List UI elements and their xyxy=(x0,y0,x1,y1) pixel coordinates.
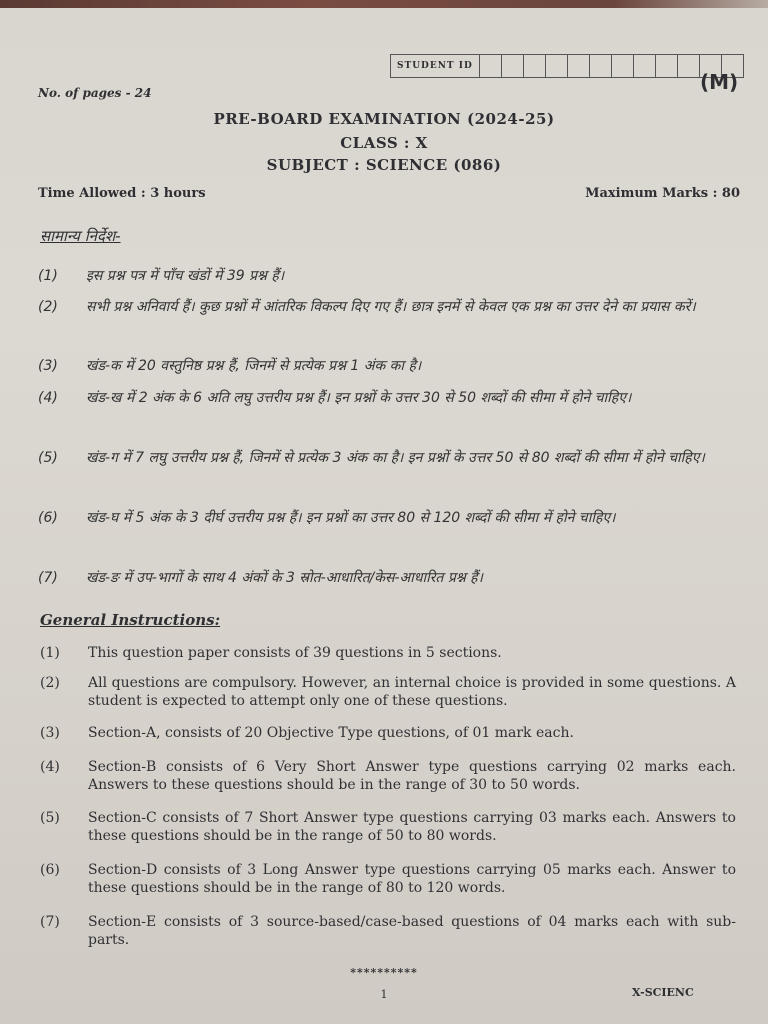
instruction-number: (1) xyxy=(38,268,58,284)
general-instruction-item xyxy=(40,861,736,897)
instruction-text: Section-A, consists of 20 Objective Type questions, of 01 mark each. xyxy=(88,725,574,741)
instruction-text: This question paper consists of 39 questions in 5 sections. xyxy=(88,645,502,661)
page-count: No. of pages - 24 xyxy=(38,86,152,100)
instruction-text: खंड-ख में 2 अंक के 6 अति लघु उत्तरीय प्रश्न हैं। इन प्रश्नों के उत्तर 30 से 50 शब्दों की सीमा में होने चाहिए। xyxy=(86,390,632,406)
instruction-number: (3) xyxy=(38,358,58,374)
hindi-instructions-title: सामान्य निर्देश- xyxy=(40,227,121,245)
student-id-cell[interactable] xyxy=(634,55,656,77)
instruction-text: Section-D consists of 3 Long Answer type questions carrying 05 marks each. Answer to these questions should be in the range of 80 to 120 words. xyxy=(88,862,736,896)
instruction-text: Section-B consists of 6 Very Short Answer type questions carrying 02 marks each. Answers to these questions should be in the range of 30 to 50 words. xyxy=(88,759,736,793)
instruction-text: खंड-ग में 7 लघु उत्तरीय प्रश्न हैं, जिनमें से प्रत्येक 3 अंक का है। इन प्रश्नों के उत्तर 50 से 80 शब्दों की सीमा में होने चाहिए। xyxy=(86,450,705,466)
student-id-cell[interactable] xyxy=(546,55,568,77)
general-instruction-item xyxy=(40,913,736,949)
hindi-instruction-item xyxy=(38,505,738,532)
hindi-instruction-item xyxy=(38,353,738,380)
instruction-number: (7) xyxy=(40,914,60,930)
student-id-cell[interactable] xyxy=(590,55,612,77)
student-id-cell[interactable] xyxy=(568,55,590,77)
student-id-cell[interactable] xyxy=(502,55,524,77)
student-id-cell[interactable] xyxy=(480,55,502,77)
instruction-text: Section-E consists of 3 source-based/case-based questions of 04 marks each with sub-parts. xyxy=(88,914,736,948)
instruction-number: (5) xyxy=(38,450,58,466)
general-instructions-title: General Instructions: xyxy=(40,611,221,629)
student-id-label: STUDENT ID xyxy=(391,55,480,77)
instruction-text: खंड-घ में 5 अंक के 3 दीर्घ उत्तरीय प्रश्न हैं। इन प्रश्नों का उत्तर 80 से 120 शब्दों की सीमा में होने चाहिए। xyxy=(86,510,616,526)
instruction-text: खंड-ङ में उप-भागों के साथ 4 अंकों के 3 स्रोत-आधारित/केस-आधारित प्रश्न हैं। xyxy=(86,570,483,586)
instruction-text: खंड-क में 20 वस्तुनिष्ठ प्रश्न हैं, जिनमें से प्रत्येक प्रश्न 1 अंक का है। xyxy=(86,358,422,374)
instruction-number: (2) xyxy=(40,675,60,691)
general-instruction-item xyxy=(40,809,736,845)
instruction-number: (1) xyxy=(40,645,60,661)
hindi-instruction-item xyxy=(38,294,738,321)
instruction-text: सभी प्रश्न अनिवार्य हैं। कुछ प्रश्नों में आंतरिक विकल्प दिए गए हैं। छात्र इनमें से केवल एक प्रश्न का उत्तर देने का प्रयास करें। xyxy=(86,299,696,315)
instruction-number: (4) xyxy=(40,759,60,775)
instruction-text: All questions are compulsory. However, an internal choice is provided in some questions. A student is expected to attempt only one of these questions. xyxy=(88,675,736,709)
instruction-number: (4) xyxy=(38,390,58,406)
general-instruction-item xyxy=(40,644,736,662)
hindi-instruction-item xyxy=(38,565,738,592)
instruction-number: (6) xyxy=(40,862,60,878)
exam-class: CLASS : X xyxy=(340,134,428,152)
exam-title: PRE-BOARD EXAMINATION (2024-25) xyxy=(213,110,555,128)
instruction-text: इस प्रश्न पत्र में पाँच खंडों में 39 प्रश्न हैं। xyxy=(86,268,285,284)
hindi-instruction-item xyxy=(38,263,738,290)
student-id-cell[interactable] xyxy=(612,55,634,77)
student-id-cell[interactable] xyxy=(656,55,678,77)
hindi-instruction-item xyxy=(38,385,738,412)
instruction-number: (7) xyxy=(38,570,58,586)
general-instruction-item xyxy=(40,724,736,742)
student-id-cell[interactable] xyxy=(678,55,700,77)
student-id-cell[interactable] xyxy=(524,55,546,77)
time-allowed: Time Allowed : 3 hours xyxy=(38,186,206,201)
student-id-box xyxy=(390,54,744,78)
instruction-number: (5) xyxy=(40,810,60,826)
general-instruction-item xyxy=(40,758,736,794)
instruction-text: Section-C consists of 7 Short Answer type questions carrying 03 marks each. Answers to these questions should be in the range of 50 to 80 words. xyxy=(88,810,736,844)
page-number: 1 xyxy=(380,988,388,1001)
general-instruction-item xyxy=(40,674,736,710)
exam-subject: SUBJECT : SCIENCE (086) xyxy=(266,156,502,174)
hindi-instruction-item xyxy=(38,445,738,472)
instruction-number: (3) xyxy=(40,725,60,741)
end-stars: ********** xyxy=(350,966,418,979)
set-code: (M) xyxy=(700,70,739,94)
instruction-number: (6) xyxy=(38,510,58,526)
footer-code: X-SCIENC xyxy=(632,986,694,999)
maximum-marks: Maximum Marks : 80 xyxy=(585,186,740,201)
exam-paper xyxy=(0,8,768,1024)
instruction-number: (2) xyxy=(38,299,58,315)
